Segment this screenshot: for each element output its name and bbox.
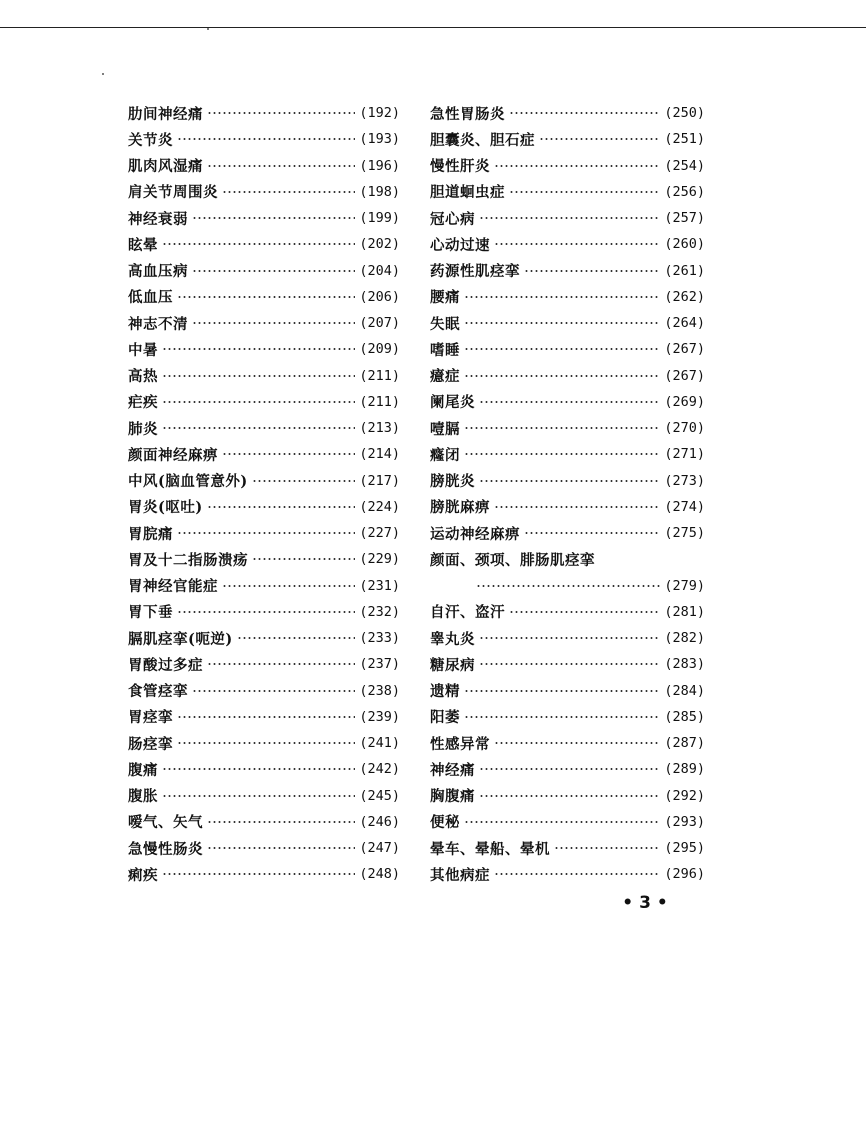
toc-entry-title: 疟疾 xyxy=(128,394,158,412)
toc-entry-page: (289) xyxy=(664,761,705,778)
dot-leader xyxy=(464,373,660,379)
toc-entry xyxy=(430,730,705,756)
toc-entry xyxy=(128,389,400,415)
toc-entry xyxy=(430,809,705,835)
toc-entry xyxy=(430,546,705,572)
toc-entry-title: 阑尾炎 xyxy=(430,394,475,412)
toc-entry-page: (264) xyxy=(664,315,705,332)
toc-entry-title: 腹胀 xyxy=(128,788,158,806)
dot-leader xyxy=(479,478,660,484)
toc-entry-page: (285) xyxy=(664,708,705,725)
dot-leader xyxy=(162,399,355,405)
scan-speck xyxy=(102,73,104,75)
toc-entry xyxy=(430,494,705,520)
dot-leader xyxy=(207,845,355,851)
toc-entry-page: (217) xyxy=(359,472,400,489)
toc-entry xyxy=(430,704,705,730)
toc-entry-page: (233) xyxy=(359,630,400,647)
toc-entry xyxy=(128,651,400,677)
toc-entry xyxy=(430,153,705,179)
toc-entry xyxy=(430,520,705,546)
toc-entry-title: 遗精 xyxy=(430,683,460,701)
toc-entry-title: 嗜睡 xyxy=(430,341,460,359)
dot-leader xyxy=(222,583,355,589)
toc-entry-title: 痢疾 xyxy=(128,866,158,884)
dot-leader xyxy=(177,136,355,142)
toc-entry-page: (224) xyxy=(359,498,400,515)
dot-leader xyxy=(162,793,355,799)
toc-entry xyxy=(128,336,400,362)
dot-leader xyxy=(252,478,356,484)
toc-entry xyxy=(430,651,705,677)
toc-entry-page: (193) xyxy=(359,131,400,148)
toc-entry-page: (245) xyxy=(359,787,400,804)
toc-entry-page: (254) xyxy=(664,157,705,174)
dot-leader xyxy=(207,163,355,169)
toc-entry-page: (196) xyxy=(359,157,400,174)
dot-leader xyxy=(479,399,660,405)
toc-entry-title: 嗳气、矢气 xyxy=(128,814,203,832)
toc-entry-page: (192) xyxy=(359,105,400,122)
toc-entry xyxy=(128,231,400,257)
toc-entry xyxy=(128,704,400,730)
toc-entry-title: 神志不清 xyxy=(128,315,188,333)
toc-entry xyxy=(128,783,400,809)
toc-entry-page: (284) xyxy=(664,682,705,699)
toc-entry xyxy=(128,153,400,179)
toc-entry xyxy=(430,100,705,126)
toc-entry-title: 运动神经麻痹 xyxy=(430,525,520,543)
toc-entry xyxy=(430,599,705,625)
dot-leader xyxy=(464,346,660,352)
toc-entry-title: 中风(脑血管意外) xyxy=(128,473,248,491)
dot-leader xyxy=(162,346,355,352)
toc-left-column xyxy=(128,100,400,888)
toc-entry-title: 胆道蛔虫症 xyxy=(430,184,505,202)
dot-leader xyxy=(207,819,355,825)
toc-entry-title: 腰痛 xyxy=(430,289,460,307)
toc-entry-page: (260) xyxy=(664,236,705,253)
toc-right-column xyxy=(430,100,705,888)
dot-leader xyxy=(177,530,355,536)
toc-entry xyxy=(430,756,705,782)
toc-entry xyxy=(430,389,705,415)
toc-entry-page: (279) xyxy=(664,577,705,594)
toc-entry xyxy=(430,468,705,494)
toc-entry-page: (296) xyxy=(664,866,705,883)
toc-entry-page: (207) xyxy=(359,315,400,332)
dot-leader xyxy=(222,189,355,195)
dot-leader xyxy=(464,294,660,300)
toc-entry-title: 癃闭 xyxy=(430,446,460,464)
toc-entry-title: 胃及十二指肠溃疡 xyxy=(128,551,248,569)
toc-entry-title: 腹痛 xyxy=(128,761,158,779)
dot-leader xyxy=(509,609,660,615)
dot-leader xyxy=(464,688,660,694)
toc-entry-title: 自汗、盗汗 xyxy=(430,604,505,622)
toc-entry-title: 膈肌痉挛(呃逆) xyxy=(128,630,233,648)
toc-entry xyxy=(128,520,400,546)
toc-entry-page: (282) xyxy=(664,630,705,647)
toc-entry xyxy=(430,441,705,467)
toc-entry xyxy=(128,546,400,572)
toc-entry xyxy=(430,205,705,231)
toc-entry-page: (251) xyxy=(664,131,705,148)
toc-entry-title: 阳萎 xyxy=(430,709,460,727)
toc-entry-title: 其他病症 xyxy=(430,866,490,884)
toc-entry xyxy=(128,100,400,126)
toc-entry xyxy=(430,678,705,704)
toc-entry xyxy=(128,835,400,861)
toc-entry-title: 胃下垂 xyxy=(128,604,173,622)
toc-entry-page: (231) xyxy=(359,577,400,594)
dot-leader xyxy=(494,504,660,510)
toc-entry-title: 关节炎 xyxy=(128,131,173,149)
dot-leader xyxy=(464,425,660,431)
toc-entry-title: 噎膈 xyxy=(430,420,460,438)
dot-leader xyxy=(207,661,355,667)
dot-leader xyxy=(494,163,660,169)
dot-leader xyxy=(177,609,355,615)
toc-entry-title: 胃痉挛 xyxy=(128,709,173,727)
toc-entry-title: 膀胱炎 xyxy=(430,473,475,491)
dot-leader xyxy=(464,320,660,326)
toc-entry xyxy=(128,730,400,756)
toc-entry-page: (242) xyxy=(359,761,400,778)
toc-entry-title: 颜面神经麻痹 xyxy=(128,446,218,464)
toc-entry xyxy=(430,783,705,809)
toc-entry-title: 肋间神经痛 xyxy=(128,105,203,123)
dot-leader xyxy=(162,373,355,379)
toc-entry-title: 颜面、颈项、腓肠肌痉挛 xyxy=(430,551,595,569)
toc-entry-page: (199) xyxy=(359,210,400,227)
toc-entry-page: (198) xyxy=(359,183,400,200)
toc-entry xyxy=(430,573,705,599)
toc-entry-page: (267) xyxy=(664,367,705,384)
toc-entry-title: 肺炎 xyxy=(128,420,158,438)
toc-entry-title: 性感异常 xyxy=(430,735,490,753)
toc-entry xyxy=(128,284,400,310)
toc-entry-title: 胃炎(呕吐) xyxy=(128,499,203,517)
toc-entry xyxy=(128,126,400,152)
toc-entry xyxy=(128,599,400,625)
toc-entry-title: 睾丸炎 xyxy=(430,630,475,648)
toc-entry xyxy=(128,861,400,887)
dot-leader xyxy=(162,241,355,247)
toc-entry-page: (248) xyxy=(359,866,400,883)
toc-entry-title: 心动过速 xyxy=(430,236,490,254)
dot-leader xyxy=(162,766,355,772)
toc-entry xyxy=(430,231,705,257)
toc-entry-page: (295) xyxy=(664,840,705,857)
toc-entry-title: 失眠 xyxy=(430,315,460,333)
dot-leader xyxy=(162,425,355,431)
toc-entry xyxy=(128,179,400,205)
toc-entry-page: (270) xyxy=(664,420,705,437)
toc-entry xyxy=(128,310,400,336)
toc-entry-page: (202) xyxy=(359,236,400,253)
page-number: • 3 • xyxy=(622,893,668,913)
toc-entry-page: (250) xyxy=(664,105,705,122)
toc-entry xyxy=(430,415,705,441)
dot-leader xyxy=(539,136,660,142)
toc-entry-page: (287) xyxy=(664,735,705,752)
dot-leader xyxy=(494,871,660,877)
dot-leader xyxy=(524,530,660,536)
toc-entry xyxy=(128,494,400,520)
toc-entry-title: 肠痉挛 xyxy=(128,735,173,753)
toc-entry-title: 胆囊炎、胆石症 xyxy=(430,131,535,149)
dot-leader xyxy=(479,661,660,667)
dot-leader xyxy=(479,766,660,772)
toc-entry-title: 胃神经官能症 xyxy=(128,578,218,596)
toc-entry-page: (292) xyxy=(664,787,705,804)
toc-entry-title: 中暑 xyxy=(128,341,158,359)
toc-entry xyxy=(430,861,705,887)
dot-leader xyxy=(494,241,660,247)
dot-leader xyxy=(177,714,355,720)
top-rule xyxy=(0,27,866,28)
toc-entry-page: (267) xyxy=(664,341,705,358)
dot-leader xyxy=(479,635,660,641)
toc-entry-page: (283) xyxy=(664,656,705,673)
dot-leader xyxy=(207,504,356,510)
dot-leader xyxy=(509,110,660,116)
toc-entry xyxy=(430,258,705,284)
toc-entry-page: (261) xyxy=(664,262,705,279)
toc-entry-page: (213) xyxy=(359,420,400,437)
toc-entry xyxy=(430,363,705,389)
toc-entry-title: 急慢性肠炎 xyxy=(128,840,203,858)
dot-leader xyxy=(177,294,355,300)
toc-entry-page: (256) xyxy=(664,183,705,200)
toc-entry xyxy=(430,835,705,861)
dot-leader xyxy=(177,740,355,746)
toc-entry-title: 胃脘痛 xyxy=(128,525,173,543)
dot-leader xyxy=(207,110,355,116)
toc-entry-page: (232) xyxy=(359,603,400,620)
toc-entry xyxy=(128,573,400,599)
toc-entry-title: 低血压 xyxy=(128,289,173,307)
toc-entry-page: (293) xyxy=(664,813,705,830)
dot-leader xyxy=(192,688,355,694)
toc-entry xyxy=(128,441,400,467)
toc-entry-page: (273) xyxy=(664,472,705,489)
toc-entry-page: (274) xyxy=(664,498,705,515)
toc-entry-page: (214) xyxy=(359,446,400,463)
toc-entry xyxy=(430,126,705,152)
toc-entry-title: 晕车、晕船、晕机 xyxy=(430,840,550,858)
toc-entry xyxy=(430,284,705,310)
dot-leader xyxy=(192,320,355,326)
toc-entry-title: 冠心病 xyxy=(430,210,475,228)
toc-entry xyxy=(430,179,705,205)
toc-entry-title: 糖尿病 xyxy=(430,656,475,674)
toc-entry xyxy=(128,258,400,284)
dot-leader xyxy=(476,583,660,589)
toc-entry-title: 神经痛 xyxy=(430,761,475,779)
toc-entry-page: (204) xyxy=(359,262,400,279)
scan-speck xyxy=(207,28,209,30)
toc-entry-title: 药源性肌痉挛 xyxy=(430,263,520,281)
toc-entry xyxy=(128,625,400,651)
toc-entry-page: (211) xyxy=(359,367,400,384)
toc-entry-page: (211) xyxy=(359,393,400,410)
dot-leader xyxy=(222,451,355,457)
toc-entry-title: 慢性肝炎 xyxy=(430,158,490,176)
toc-entry xyxy=(128,678,400,704)
toc-entry-title: 眩晕 xyxy=(128,236,158,254)
toc-entry-page: (257) xyxy=(664,210,705,227)
toc-entry-title: 急性胃肠炎 xyxy=(430,105,505,123)
toc-entry xyxy=(128,468,400,494)
toc-entry xyxy=(430,310,705,336)
dot-leader xyxy=(479,793,660,799)
toc-entry xyxy=(128,756,400,782)
toc-entry-title: 食管痉挛 xyxy=(128,683,188,701)
dot-leader xyxy=(162,871,355,877)
toc-entry-title: 膀胱麻痹 xyxy=(430,499,490,517)
toc-entry-page: (238) xyxy=(359,682,400,699)
dot-leader xyxy=(554,845,660,851)
toc-entry-page: (281) xyxy=(664,603,705,620)
dot-leader xyxy=(524,268,660,274)
dot-leader xyxy=(192,268,355,274)
toc-entry-page: (241) xyxy=(359,735,400,752)
dot-leader xyxy=(464,451,660,457)
toc-entry-page: (209) xyxy=(359,341,400,358)
toc-entry-page: (262) xyxy=(664,288,705,305)
toc-entry-title: 胃酸过多症 xyxy=(128,656,203,674)
toc-entry-page: (247) xyxy=(359,840,400,857)
dot-leader xyxy=(494,740,660,746)
toc-entry xyxy=(128,809,400,835)
toc-entry-page: (229) xyxy=(359,551,400,568)
dot-leader xyxy=(464,714,660,720)
toc-entry-page: (237) xyxy=(359,656,400,673)
toc-entry-page: (271) xyxy=(664,446,705,463)
dot-leader xyxy=(237,635,356,641)
toc-entry xyxy=(430,625,705,651)
toc-entry-title: 高热 xyxy=(128,368,158,386)
toc-entry-page: (275) xyxy=(664,525,705,542)
toc-entry-page: (239) xyxy=(359,708,400,725)
toc-entry-title: 癔症 xyxy=(430,368,460,386)
toc-entry-title: 高血压病 xyxy=(128,263,188,281)
toc-entry xyxy=(430,336,705,362)
toc-entry-title: 便秘 xyxy=(430,814,460,832)
toc-entry-title: 神经衰弱 xyxy=(128,210,188,228)
toc-entry-page: (206) xyxy=(359,288,400,305)
toc-entry-title: 肌肉风湿痛 xyxy=(128,158,203,176)
dot-leader xyxy=(479,215,660,221)
dot-leader xyxy=(464,819,660,825)
toc-entry-page: (246) xyxy=(359,813,400,830)
toc-entry xyxy=(128,205,400,231)
dot-leader xyxy=(509,189,660,195)
toc-entry-title: 肩关节周围炎 xyxy=(128,184,218,202)
dot-leader xyxy=(252,556,355,562)
toc-entry xyxy=(128,415,400,441)
toc-entry-page: (227) xyxy=(359,525,400,542)
toc-entry-title: 胸腹痛 xyxy=(430,788,475,806)
toc-entry xyxy=(128,363,400,389)
dot-leader xyxy=(192,215,355,221)
toc-entry-page: (269) xyxy=(664,393,705,410)
